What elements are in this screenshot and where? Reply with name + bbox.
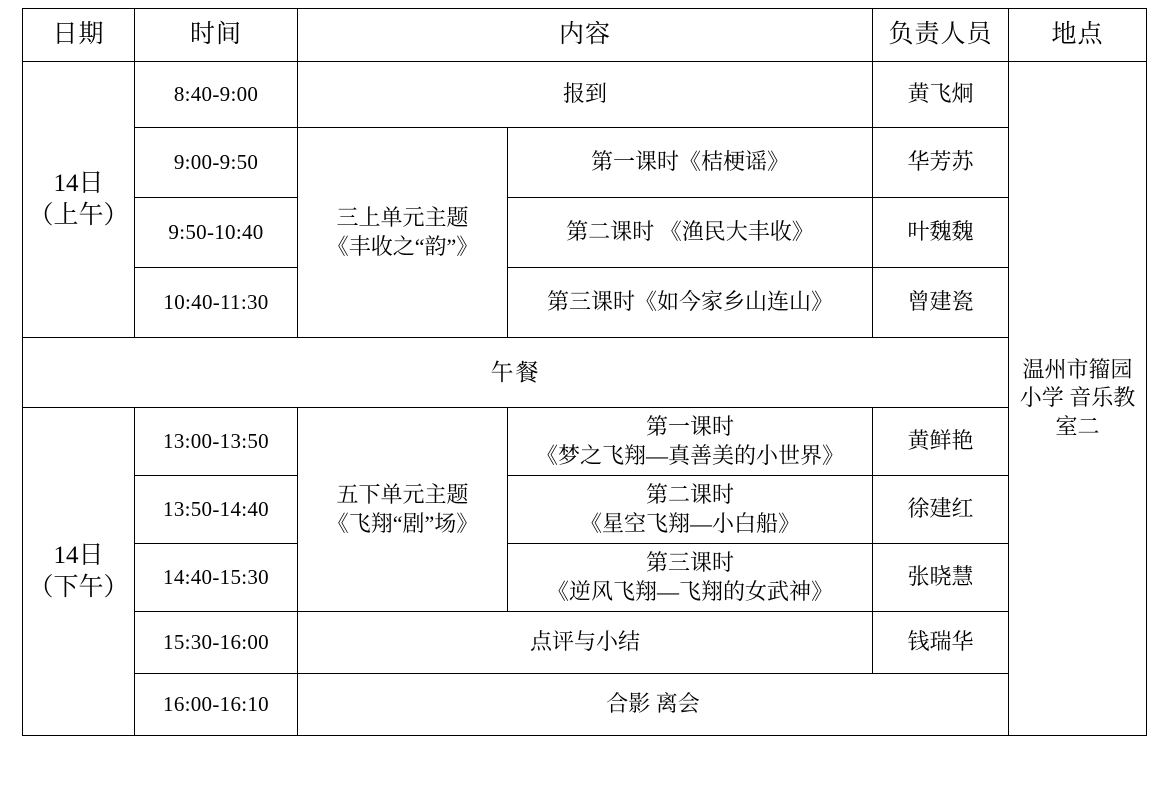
lesson-line-2: 《梦之飞翔—真善美的小世界》 bbox=[536, 442, 845, 468]
cell-time: 14:40-15:30 bbox=[135, 544, 298, 612]
table-body bbox=[23, 62, 1147, 736]
cell-time: 10:40-11:30 bbox=[135, 268, 298, 338]
header-date: 日期 bbox=[23, 9, 135, 62]
cell-date-afternoon bbox=[23, 408, 135, 736]
cell-person: 黄飞炯 bbox=[873, 62, 1009, 128]
cell-lesson bbox=[508, 408, 873, 476]
date-line-1: 14日 bbox=[53, 169, 104, 197]
cell-person: 徐建红 bbox=[873, 476, 1009, 544]
cell-person: 黄鲜艳 bbox=[873, 408, 1009, 476]
cell-lesson bbox=[508, 476, 873, 544]
cell-person: 曾建瓷 bbox=[873, 268, 1009, 338]
cell-person: 华芳苏 bbox=[873, 128, 1009, 198]
cell-date-morning bbox=[23, 62, 135, 338]
table-header bbox=[23, 9, 1147, 62]
cell-unit-theme-afternoon bbox=[298, 408, 508, 612]
header-row bbox=[23, 9, 1147, 62]
table-row bbox=[23, 544, 1147, 612]
cell-time: 13:50-14:40 bbox=[135, 476, 298, 544]
cell-person: 钱瑞华 bbox=[873, 612, 1009, 674]
header-place: 地点 bbox=[1009, 9, 1147, 62]
unit-line-2: 《丰收之“韵”》 bbox=[326, 233, 479, 259]
table-row bbox=[23, 408, 1147, 476]
cell-content: 点评与小结 bbox=[298, 612, 873, 674]
table-row bbox=[23, 62, 1147, 128]
schedule-table bbox=[22, 8, 1147, 736]
cell-unit-theme-morning bbox=[298, 128, 508, 338]
place-line-2: 小学 bbox=[1019, 385, 1064, 411]
date-line-2: （下午） bbox=[28, 573, 129, 601]
table-row bbox=[23, 476, 1147, 544]
cell-time: 9:50-10:40 bbox=[135, 198, 298, 268]
table-row bbox=[23, 128, 1147, 198]
cell-lesson bbox=[508, 544, 873, 612]
cell-time: 8:40-9:00 bbox=[135, 62, 298, 128]
cell-lunch: 午餐 bbox=[23, 338, 1009, 408]
cell-lesson: 第一课时《桔梗谣》 bbox=[508, 128, 873, 198]
header-time: 时间 bbox=[135, 9, 298, 62]
table-row bbox=[23, 198, 1147, 268]
cell-person: 叶魏魏 bbox=[873, 198, 1009, 268]
cell-time: 9:00-9:50 bbox=[135, 128, 298, 198]
lesson-line-2: 《逆风飞翔—飞翔的女武神》 bbox=[547, 578, 834, 604]
table-row bbox=[23, 674, 1147, 736]
date-line-2: （上午） bbox=[28, 201, 129, 229]
lesson-line-1: 第三课时 bbox=[646, 550, 735, 576]
lesson-line-1: 第一课时 bbox=[646, 414, 735, 440]
cell-place bbox=[1009, 62, 1147, 736]
table-row-lunch bbox=[23, 338, 1147, 408]
cell-lesson: 第三课时《如今家乡山连山》 bbox=[508, 268, 873, 338]
cell-lesson: 第二课时 《渔民大丰收》 bbox=[508, 198, 873, 268]
header-content: 内容 bbox=[298, 9, 873, 62]
table-row bbox=[23, 612, 1147, 674]
cell-person: 张晓慧 bbox=[873, 544, 1009, 612]
cell-content: 报到 bbox=[298, 62, 873, 128]
header-person: 负责人员 bbox=[873, 9, 1009, 62]
place-line-1: 温州市籀园 bbox=[1022, 357, 1133, 383]
lesson-line-2: 《星空飞翔—小白船》 bbox=[580, 510, 801, 536]
unit-line-2: 《飞翔“剧”场》 bbox=[326, 510, 479, 536]
place-line-3: 音乐教室二 bbox=[1055, 385, 1136, 439]
unit-line-1: 三上单元主题 bbox=[336, 205, 469, 231]
lesson-line-1: 第二课时 bbox=[646, 482, 735, 508]
cell-time: 16:00-16:10 bbox=[135, 674, 298, 736]
date-line-1: 14日 bbox=[53, 541, 104, 569]
unit-line-1: 五下单元主题 bbox=[336, 482, 469, 508]
cell-time: 15:30-16:00 bbox=[135, 612, 298, 674]
table-row bbox=[23, 268, 1147, 338]
cell-content: 合影 离会 bbox=[298, 674, 1009, 736]
cell-time: 13:00-13:50 bbox=[135, 408, 298, 476]
